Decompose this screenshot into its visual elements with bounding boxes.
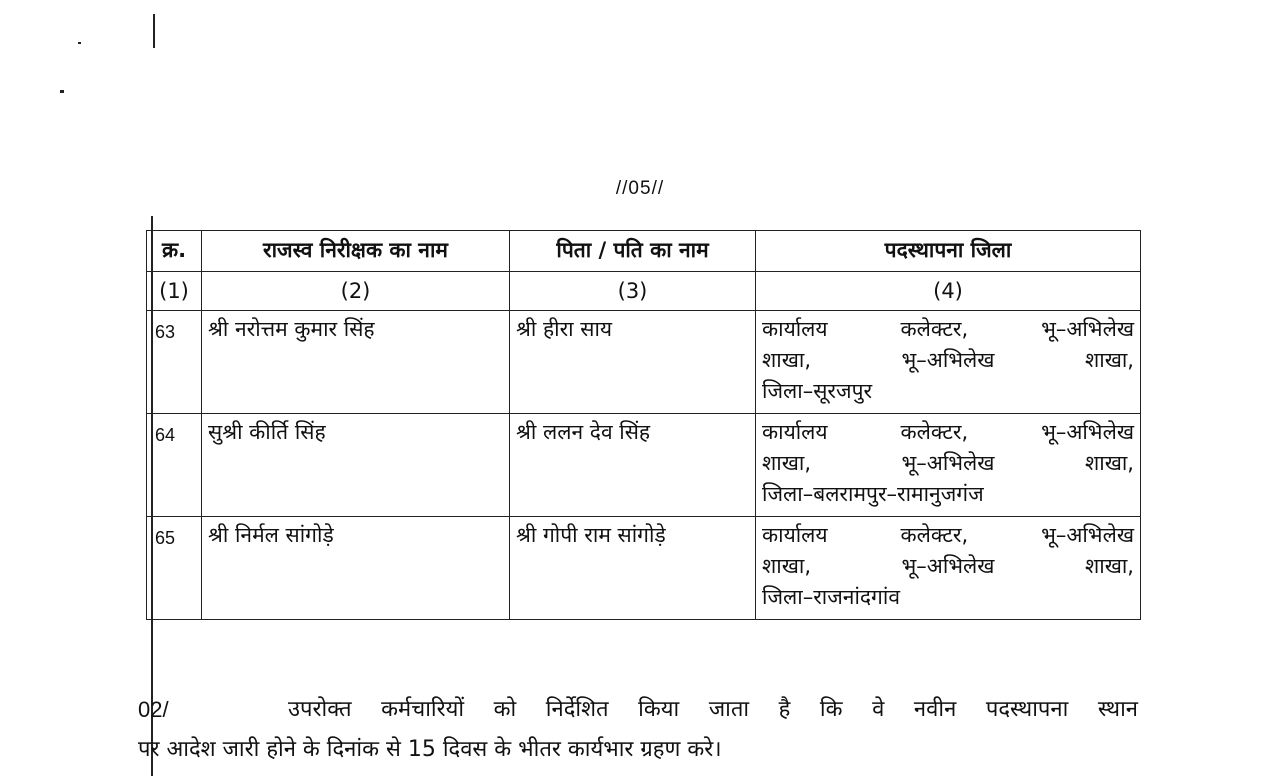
page-number: //05// [615, 178, 665, 199]
office-line: जिला–बलरामपुर–रामानुजगंज [762, 482, 984, 506]
row-father-name: श्री ललन देव सिंह [510, 414, 756, 517]
row-father-name: श्री गोपी राम सांगोड़े [510, 517, 756, 620]
row-father-name: श्री हीरा साय [510, 311, 756, 414]
header-inspector-name: राजस्व निरीक्षक का नाम [202, 231, 510, 272]
column-number: (2) [202, 272, 510, 311]
scan-dot-1 [78, 42, 81, 44]
column-number: (3) [510, 272, 756, 311]
row-posting-office [756, 311, 1141, 414]
instruction-paragraph [138, 690, 1138, 770]
table-row [147, 414, 1141, 517]
office-line: कार्यालय कलेक्टर, भू–अभिलेख [762, 523, 1134, 547]
header-posting-district: पदस्थापना जिला [756, 231, 1141, 272]
row-inspector-name: श्री नरोत्तम कुमार सिंह [202, 311, 510, 414]
office-line: शाखा, भू–अभिलेख शाखा, [762, 554, 1134, 578]
scan-mark-top [153, 14, 155, 48]
transfer-table [146, 230, 1141, 620]
column-number-row [147, 272, 1141, 311]
table-row [147, 517, 1141, 620]
office-line: कार्यालय कलेक्टर, भू–अभिलेख [762, 420, 1134, 444]
column-number: (4) [756, 272, 1141, 311]
row-serial: 65 [147, 517, 202, 620]
header-father-husband-name: पिता / पति का नाम [510, 231, 756, 272]
header-serial: क्र. [147, 231, 202, 272]
row-posting-office [756, 414, 1141, 517]
office-line: जिला–राजनांदगांव [762, 585, 900, 609]
instruction-line-1 [138, 690, 1138, 730]
transfer-table-container [146, 230, 1140, 620]
row-inspector-name: सुश्री कीर्ति सिंह [202, 414, 510, 517]
row-inspector-name: श्री निर्मल सांगोड़े [202, 517, 510, 620]
paragraph-number: 02/ [138, 697, 169, 722]
instruction-text-2: पर आदेश जारी होने के दिनांक से 15 दिवस के भीतर कार्यभार ग्रहण करे। [138, 737, 722, 762]
column-number: (1) [147, 272, 202, 311]
instruction-text-1: उपरोक्त कर्मचारियों को निर्देशित किया जाता है कि वे नवीन पदस्थापना स्थान [288, 697, 1138, 722]
table-header-row [147, 231, 1141, 272]
row-serial: 64 [147, 414, 202, 517]
row-serial: 63 [147, 311, 202, 414]
office-line: कार्यालय कलेक्टर, भू–अभिलेख [762, 317, 1134, 341]
office-line: शाखा, भू–अभिलेख शाखा, [762, 348, 1134, 372]
scan-dot-2 [60, 90, 64, 93]
office-line: शाखा, भू–अभिलेख शाखा, [762, 451, 1134, 475]
table-row [147, 311, 1141, 414]
row-posting-office [756, 517, 1141, 620]
office-line: जिला–सूरजपुर [762, 379, 873, 403]
